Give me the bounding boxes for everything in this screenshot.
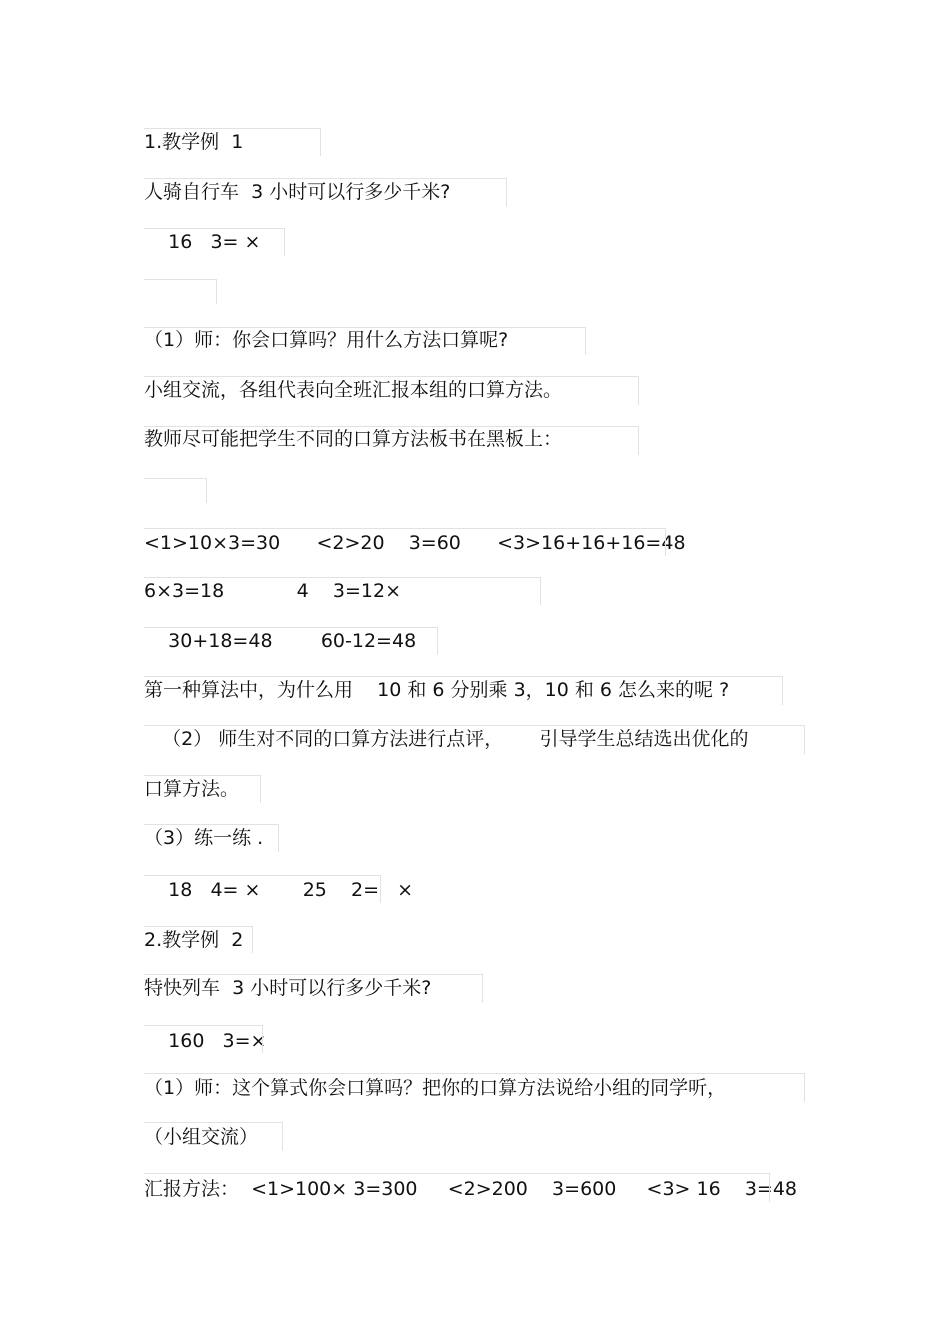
- methods-row-2: 6×3=18 4 3=12×: [144, 580, 402, 602]
- practice-equations: 18 4= × 25 2= ×: [144, 879, 414, 901]
- problem-text-2: 特快列车 3 小时可以行多少千米?: [144, 977, 432, 999]
- step-3-practice: （3）练一练 .: [144, 827, 264, 849]
- group-discussion: 小组交流，各组代表向全班汇报本组的口算方法。: [144, 379, 563, 401]
- empty-frame-2: [144, 478, 207, 503]
- method-question: 第一种算法中，为什么用 10 和 6 分别乘 3，10 和 6 怎么来的呢 ?: [144, 679, 730, 701]
- equation-2: 160 3=×: [144, 1030, 267, 1052]
- step-2-evaluation: （2） 师生对不同的口算方法进行点评， 引导学生总结选出优化的: [144, 728, 749, 750]
- equation-1: 16 3= ×: [144, 231, 261, 253]
- step-1-question-2: （1）师：这个算式你会口算吗？把你的口算方法说给小组的同学听，: [144, 1077, 727, 1099]
- group-discussion-2: （小组交流）: [144, 1126, 259, 1148]
- teacher-board-note: 教师尽可能把学生不同的口算方法板书在黑板上：: [144, 428, 563, 450]
- step-1-question: （1）师：你会口算吗？用什么方法口算呢?: [144, 329, 509, 351]
- step-2-continued: 口算方法。: [144, 778, 240, 800]
- report-methods: 汇报方法： <1>100× 3=300 <2>200 3=600 <3> 16 3=48: [144, 1178, 798, 1200]
- problem-text-1: 人骑自行车 3 小时可以行多少千米?: [144, 181, 451, 203]
- heading-example-1: 1.教学例 1: [144, 131, 244, 153]
- methods-row-3: 30+18=48 60-12=48: [144, 630, 417, 652]
- empty-frame: [144, 279, 217, 304]
- heading-example-2: 2.教学例 2: [144, 929, 244, 951]
- methods-row-1: <1>10×3=30 <2>20 3=60 <3>16+16+16=48: [144, 532, 686, 554]
